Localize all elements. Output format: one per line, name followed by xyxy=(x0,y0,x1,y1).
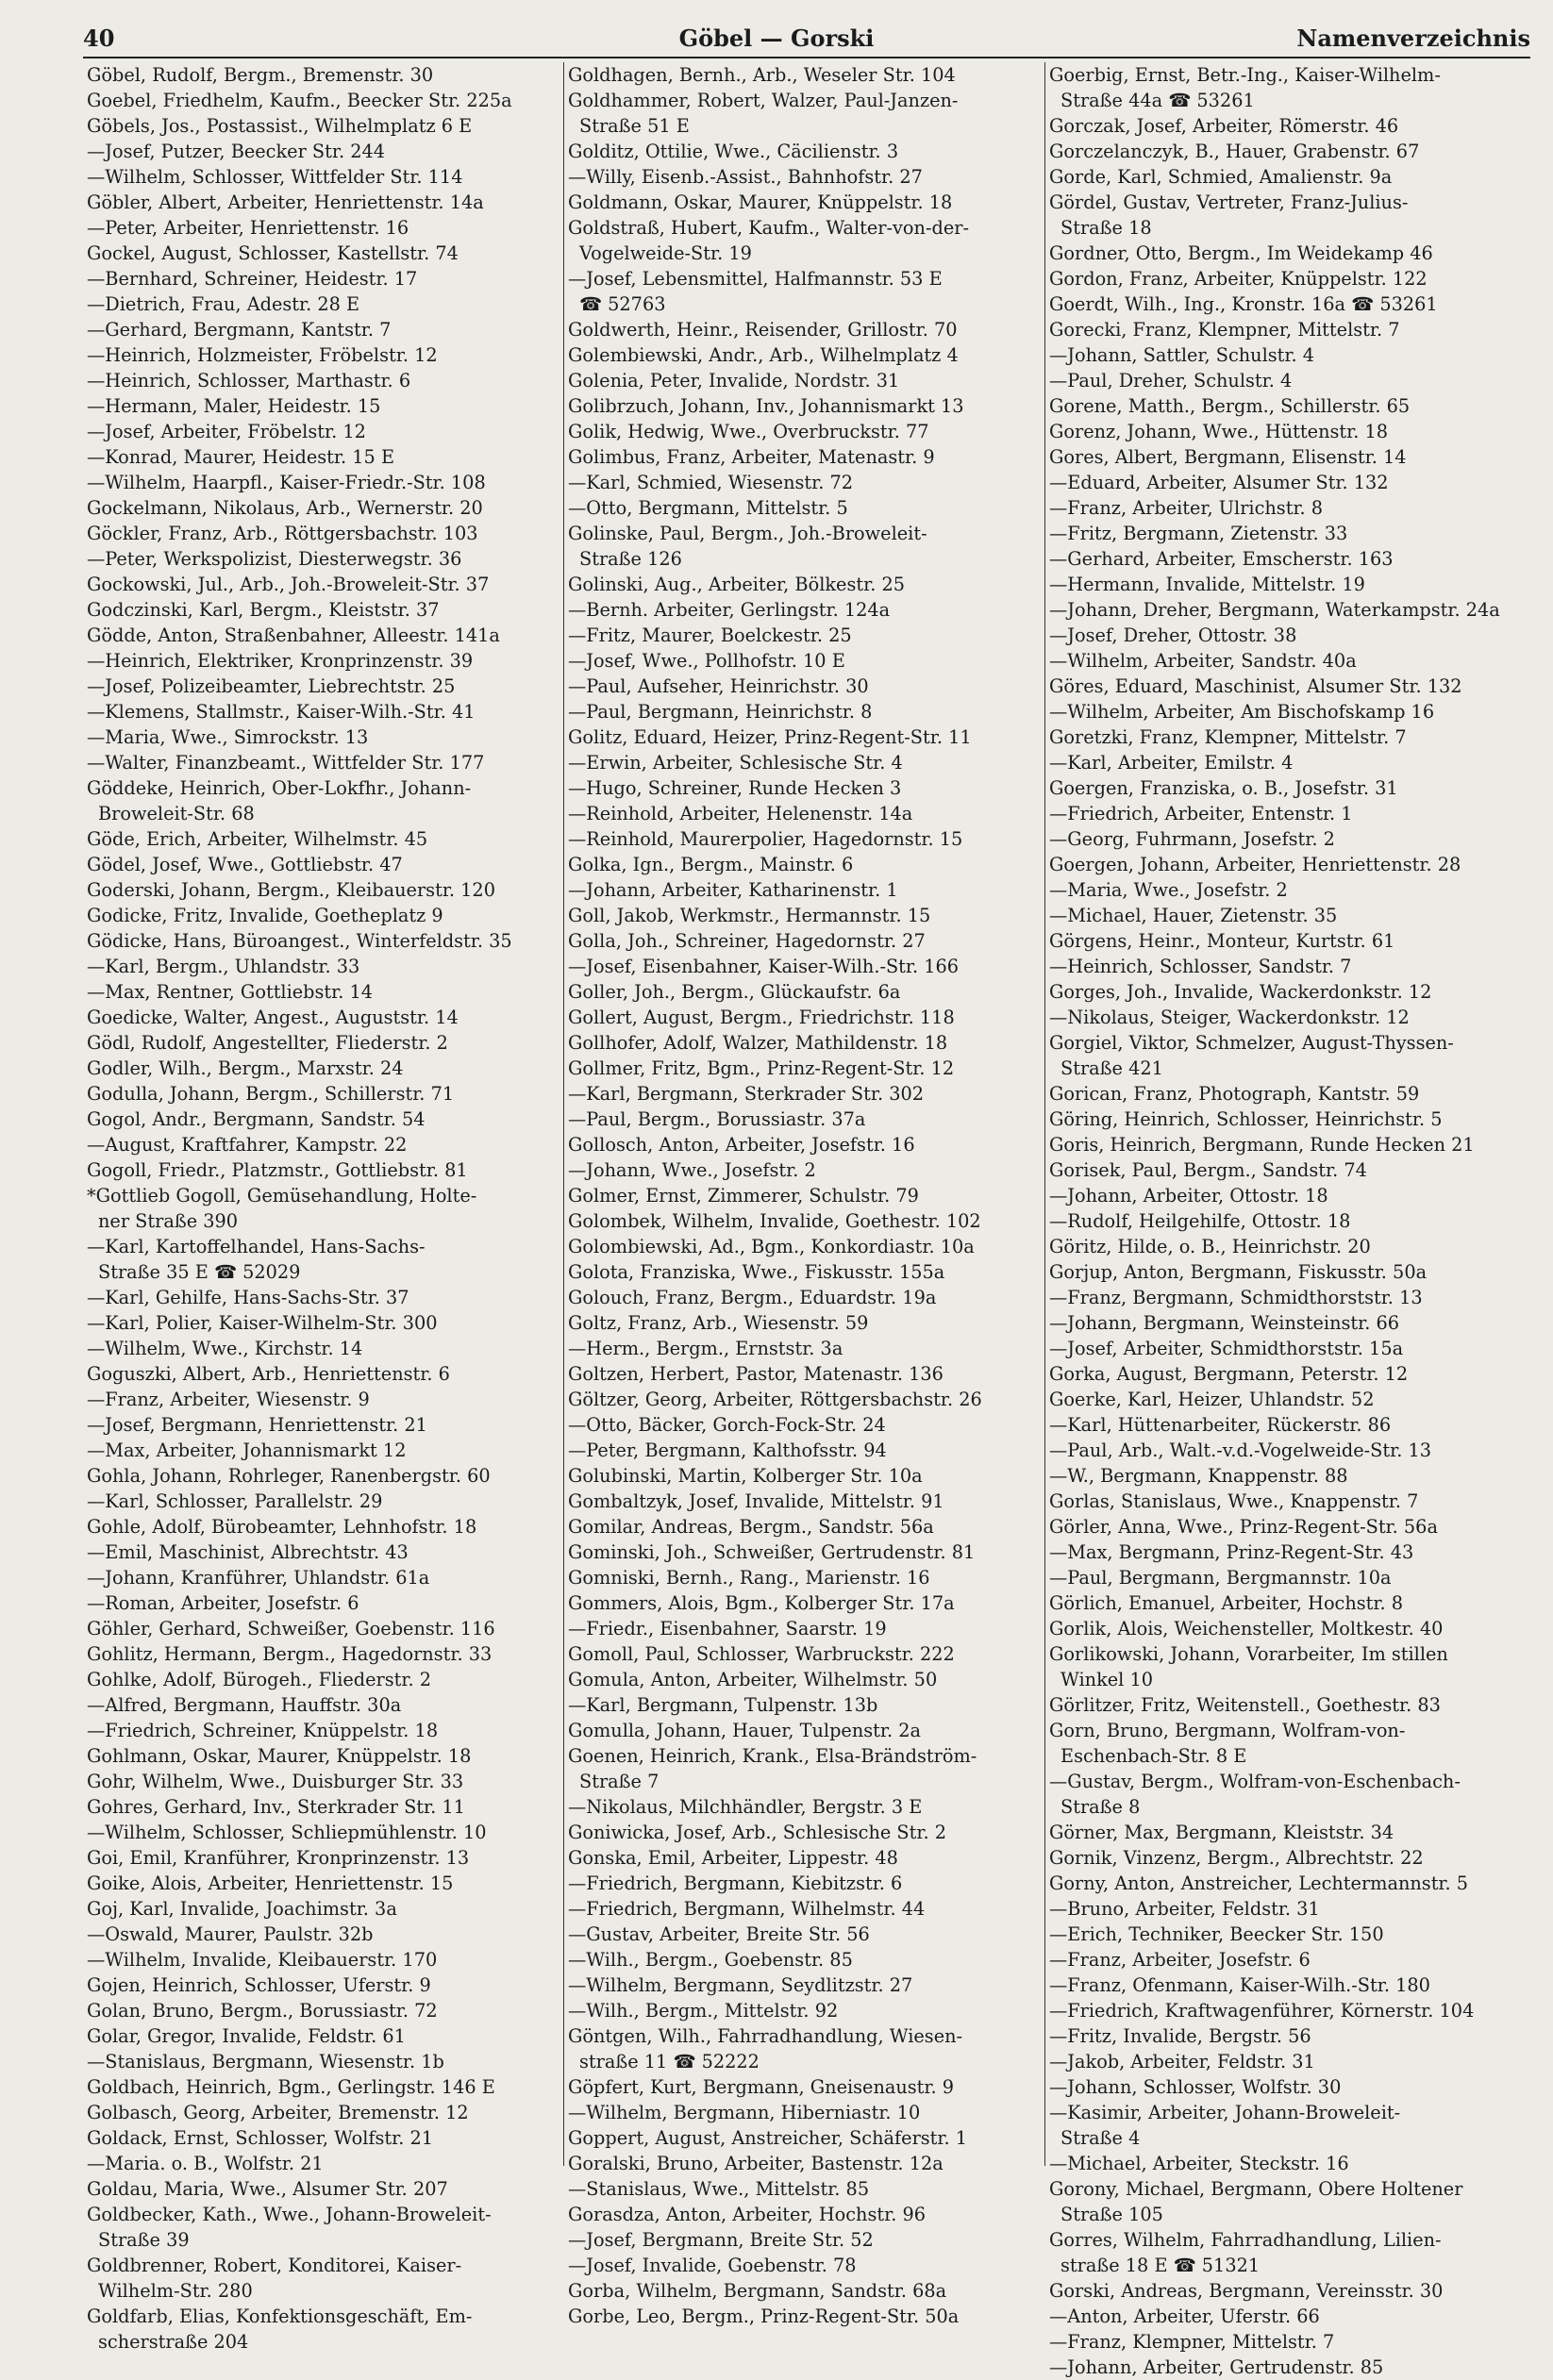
running-title: Göbel — Gorski xyxy=(678,25,875,52)
directory-entry: Görlich, Emanuel, Arbeiter, Hochstr. 8 xyxy=(1049,1592,1404,1614)
directory-entry: —Johann, Dreher, Bergmann, Waterkampstr. 24a xyxy=(1049,599,1500,621)
directory-entry: —Friedrich, Kraftwagenführer, Körnerstr. 104 xyxy=(1049,2000,1475,2022)
directory-entry: —Eduard, Arbeiter, Alsumer Str. 132 xyxy=(1049,472,1389,493)
directory-entry: —Oswald, Maurer, Paulstr. 32b xyxy=(87,1923,374,1945)
directory-entry: —Josef, Bergmann, Breite Str. 52 xyxy=(568,2229,874,2251)
directory-entry: Golar, Gregor, Invalide, Feldstr. 61 xyxy=(87,2025,406,2047)
directory-entry: —Wilhelm, Schlosser, Wittfelder Str. 114 xyxy=(87,166,463,188)
directory-entry: —Karl, Bergm., Uhlandstr. 33 xyxy=(87,956,360,977)
directory-entry: Görler, Anna, Wwe., Prinz-Regent-Str. 56a xyxy=(1049,1516,1438,1538)
directory-entry: Gogoll, Friedr., Platzmstr., Gottliebstr. 81 xyxy=(87,1159,468,1181)
directory-entry: —Herm., Bergm., Ernststr. 3a xyxy=(568,1338,843,1359)
directory-entry: —Karl, Schlosser, Parallelstr. 29 xyxy=(87,1490,383,1512)
directory-entry: Gommers, Alois, Bgm., Kolberger Str. 17a xyxy=(568,1592,955,1614)
directory-entry: —Franz, Arbeiter, Ulrichstr. 8 xyxy=(1049,497,1324,519)
directory-entry: Göritz, Hilde, o. B., Heinrichstr. 20 xyxy=(1049,1236,1371,1257)
directory-entry: Straße 8 xyxy=(1060,1796,1141,1818)
directory-entry: Golka, Ign., Bergm., Mainstr. 6 xyxy=(568,854,854,875)
directory-entry: Gomilar, Andreas, Bergm., Sandstr. 56a xyxy=(568,1516,934,1538)
directory-entry: Goergen, Franziska, o. B., Josefstr. 31 xyxy=(1049,777,1398,799)
directory-entry: Gorgiel, Viktor, Schmelzer, August-Thyssen- xyxy=(1049,1032,1454,1054)
directory-entry: straße 18 E ☎ 51321 xyxy=(1060,2255,1261,2276)
directory-entry: Gohlmann, Oskar, Maurer, Knüppelstr. 18 xyxy=(87,1745,472,1767)
directory-entry: Gödl, Rudolf, Angestellter, Fliederstr. 2 xyxy=(87,1032,448,1054)
directory-entry: Göbels, Jos., Postassist., Wilhelmplatz 6 E xyxy=(87,115,473,137)
directory-entry: Vogelweide-Str. 19 xyxy=(579,242,752,264)
directory-entry: Gohla, Johann, Rohrleger, Ranenbergstr. 60 xyxy=(87,1465,491,1487)
directory-entry: Gorczelanczyk, B., Hauer, Grabenstr. 67 xyxy=(1049,141,1420,162)
directory-entry: Godulla, Johann, Bergm., Schillerstr. 71 xyxy=(87,1083,455,1105)
directory-entry: Gomoll, Paul, Schlosser, Warbruckstr. 222 xyxy=(568,1643,955,1665)
directory-entry: Gojen, Heinrich, Schlosser, Uferstr. 9 xyxy=(87,1974,431,1996)
directory-entry: —Josef, Lebensmittel, Halfmannstr. 53 E xyxy=(568,268,943,290)
directory-entry: —Franz, Klempner, Mittelstr. 7 xyxy=(1049,2331,1335,2353)
directory-entry: —Hugo, Schreiner, Runde Hecken 3 xyxy=(568,777,902,799)
directory-entry: Gorenz, Johann, Wwe., Hüttenstr. 18 xyxy=(1049,421,1389,442)
directory-entry: —Alfred, Bergmann, Hauffstr. 30a xyxy=(87,1694,402,1716)
directory-entry: —Maria, Wwe., Josefstr. 2 xyxy=(1049,879,1288,901)
directory-entry: Goralski, Bruno, Arbeiter, Bastenstr. 12a xyxy=(568,2153,943,2174)
directory-entry: —Michael, Arbeiter, Steckstr. 16 xyxy=(1049,2153,1349,2174)
directory-entry: Gores, Albert, Bergmann, Elisenstr. 14 xyxy=(1049,446,1407,468)
directory-entry: Gorican, Franz, Photograph, Kantstr. 59 xyxy=(1049,1083,1420,1105)
directory-entry: Goedicke, Walter, Angest., Auguststr. 14 xyxy=(87,1007,459,1028)
directory-entry: —Gustav, Arbeiter, Breite Str. 56 xyxy=(568,1923,870,1945)
directory-entry: —Wilhelm, Bergmann, Seydlitzstr. 27 xyxy=(568,1974,913,1996)
directory-entry: Goi, Emil, Kranführer, Kronprinzenstr. 13 xyxy=(87,1847,470,1869)
directory-entry: —Paul, Bergmann, Heinrichstr. 8 xyxy=(568,701,873,723)
directory-entry: Gomulla, Johann, Hauer, Tulpenstr. 2a xyxy=(568,1720,922,1741)
directory-entry: —Reinhold, Maurerpolier, Hagedornstr. 15 xyxy=(568,828,963,850)
directory-entry: —Karl, Hüttenarbeiter, Rückerstr. 86 xyxy=(1049,1414,1392,1436)
directory-entry: Straße 51 E xyxy=(579,115,690,137)
directory-entry: —Josef, Arbeiter, Fröbelstr. 12 xyxy=(87,421,366,442)
directory-entry: Gornik, Vinzenz, Bergm., Albrechtstr. 22 xyxy=(1049,1847,1424,1869)
directory-entry: —Peter, Arbeiter, Henriettenstr. 16 xyxy=(87,217,409,239)
directory-entry: —Wilhelm, Arbeiter, Am Bischofskamp 16 xyxy=(1049,701,1435,723)
directory-entry: Goldfarb, Elias, Konfektionsgeschäft, Em- xyxy=(87,2305,473,2327)
directory-entry: Göbler, Albert, Arbeiter, Henriettenstr. 14a xyxy=(87,191,484,213)
directory-entry: —Hermann, Invalide, Mittelstr. 19 xyxy=(1049,574,1365,595)
directory-entry: —Friedrich, Bergmann, Wilhelmstr. 44 xyxy=(568,1898,926,1920)
directory-entry: Gollhofer, Adolf, Walzer, Mathildenstr. 18 xyxy=(568,1032,948,1054)
directory-entry: Gorczak, Josef, Arbeiter, Römerstr. 46 xyxy=(1049,115,1399,137)
directory-entry: ☎ 52763 xyxy=(579,293,666,315)
directory-entry: Görgens, Heinr., Monteur, Kurtstr. 61 xyxy=(1049,930,1395,952)
directory-entry: —Karl, Arbeiter, Emilstr. 4 xyxy=(1049,752,1294,774)
directory-entry: —Anton, Arbeiter, Uferstr. 66 xyxy=(1049,2305,1320,2327)
directory-entry: —Johann, Kranführer, Uhlandstr. 61a xyxy=(87,1567,430,1589)
directory-entry: Göde, Erich, Arbeiter, Wilhelmstr. 45 xyxy=(87,828,428,850)
directory-entry: —Bruno, Arbeiter, Feldstr. 31 xyxy=(1049,1898,1320,1920)
directory-entry: Goenen, Heinrich, Krank., Elsa-Brändström- xyxy=(568,1745,977,1767)
directory-entry: —Karl, Polier, Kaiser-Wilhelm-Str. 300 xyxy=(87,1312,438,1334)
directory-entry: —Johann, Wwe., Josefstr. 2 xyxy=(568,1159,816,1181)
directory-entry: —Johann, Sattler, Schulstr. 4 xyxy=(1049,344,1315,366)
directory-entry: —Josef, Polizeibeamter, Liebrechtstr. 25 xyxy=(87,675,456,697)
directory-entry: Göbel, Rudolf, Bergm., Bremenstr. 30 xyxy=(87,64,434,86)
directory-entry: Göpfert, Kurt, Bergmann, Gneisenaustr. 9 xyxy=(568,2076,955,2098)
page-header xyxy=(83,25,1530,58)
directory-entry: Goderski, Johann, Bergm., Kleibauerstr. 120 xyxy=(87,879,495,901)
directory-entry: Gorisek, Paul, Bergm., Sandstr. 74 xyxy=(1049,1159,1367,1181)
directory-entry: —Wilh., Bergm., Goebenstr. 85 xyxy=(568,1949,853,1971)
directory-entry: —Otto, Bergmann, Mittelstr. 5 xyxy=(568,497,848,519)
directory-entry: —Jakob, Arbeiter, Feldstr. 31 xyxy=(1049,2051,1315,2072)
directory-entry: Gorlik, Alois, Weichensteller, Moltkestr. 40 xyxy=(1049,1618,1444,1639)
directory-entry: —Karl, Gehilfe, Hans-Sachs-Str. 37 xyxy=(87,1287,409,1308)
directory-entry: —Josef, Invalide, Goebenstr. 78 xyxy=(568,2255,857,2276)
directory-entry: Goldhammer, Robert, Walzer, Paul-Janzen- xyxy=(568,90,959,111)
directory-entry: Gomula, Anton, Arbeiter, Wilhelmstr. 50 xyxy=(568,1669,938,1690)
directory-entry: —Karl, Bergmann, Sterkrader Str. 302 xyxy=(568,1083,925,1105)
directory-entry: —Max, Rentner, Gottliebstr. 14 xyxy=(87,981,374,1003)
directory-entry: Gohlke, Adolf, Bürogeh., Fliederstr. 2 xyxy=(87,1669,432,1690)
directory-entry: Gohres, Gerhard, Inv., Sterkrader Str. 11 xyxy=(87,1796,465,1818)
directory-entry: —Paul, Arb., Walt.-v.d.-Vogelweide-Str. 13 xyxy=(1049,1440,1431,1461)
directory-entry: Göres, Eduard, Maschinist, Alsumer Str. 132 xyxy=(1049,675,1462,697)
directory-entry: —Josef, Bergmann, Henriettenstr. 21 xyxy=(87,1414,427,1436)
directory-entry: Göltzer, Georg, Arbeiter, Röttgersbachstr. 26 xyxy=(568,1389,982,1410)
directory-entry: Gödel, Josef, Wwe., Gottliebstr. 47 xyxy=(87,854,403,875)
directory-entry: Gollosch, Anton, Arbeiter, Josefstr. 16 xyxy=(568,1134,915,1156)
directory-entry: Winkel 10 xyxy=(1060,1669,1153,1690)
directory-entry: —Erwin, Arbeiter, Schlesische Str. 4 xyxy=(568,752,903,774)
section-title: Namenverzeichnis xyxy=(1296,25,1530,52)
directory-entry: Gockowski, Jul., Arb., Joh.-Broweleit-Str. 37 xyxy=(87,574,490,595)
directory-entry: Straße 126 xyxy=(579,548,682,570)
directory-entry: Goltzen, Herbert, Pastor, Matenastr. 136 xyxy=(568,1363,943,1385)
directory-entry: Wilhelm-Str. 280 xyxy=(98,2280,253,2302)
directory-entry: Gominski, Joh., Schweißer, Gertrudenstr. 81 xyxy=(568,1541,976,1563)
directory-entry: —Peter, Bergmann, Kalthofsstr. 94 xyxy=(568,1440,887,1461)
directory-entry: Goldbecker, Kath., Wwe., Johann-Broweleit- xyxy=(87,2204,492,2225)
directory-entry: Golouch, Franz, Bergm., Eduardstr. 19a xyxy=(568,1287,937,1308)
directory-entry: —Johann, Arbeiter, Ottostr. 18 xyxy=(1049,1185,1328,1207)
directory-entry: Gorres, Wilhelm, Fahrradhandlung, Lilien- xyxy=(1049,2229,1442,2251)
directory-entry: —August, Kraftfahrer, Kampstr. 22 xyxy=(87,1134,408,1156)
directory-entry: Golombek, Wilhelm, Invalide, Goethestr. 102 xyxy=(568,1210,981,1232)
directory-entry: —Josef, Arbeiter, Schmidthorststr. 15a xyxy=(1049,1338,1404,1359)
directory-entry: —Wilhelm, Wwe., Kirchstr. 14 xyxy=(87,1338,363,1359)
directory-entry: Golditz, Ottilie, Wwe., Cäcilienstr. 3 xyxy=(568,141,899,162)
directory-entry: Göddeke, Heinrich, Ober-Lokfhr., Johann- xyxy=(87,777,472,799)
directory-entry: Göckler, Franz, Arb., Röttgersbachstr. 103 xyxy=(87,523,478,544)
directory-entry: —Wilhelm, Invalide, Kleibauerstr. 170 xyxy=(87,1949,438,1971)
directory-entry: Straße 39 xyxy=(98,2229,190,2251)
directory-entry: —W., Bergmann, Knappenstr. 88 xyxy=(1049,1465,1348,1487)
directory-entry: Straße 18 xyxy=(1060,217,1152,239)
directory-entry: Goniwicka, Josef, Arb., Schlesische Str. 2 xyxy=(568,1822,947,1843)
directory-entry: —Wilhelm, Bergmann, Hiberniastr. 10 xyxy=(568,2102,921,2123)
directory-entry: Goj, Karl, Invalide, Joachimstr. 3a xyxy=(87,1898,397,1920)
directory-entry: —Rudolf, Heilgehilfe, Ottostr. 18 xyxy=(1049,1210,1351,1232)
directory-entry: —Wilhelm, Arbeiter, Sandstr. 40a xyxy=(1049,650,1357,672)
directory-entry: —Johann, Schlosser, Wolfstr. 30 xyxy=(1049,2076,1342,2098)
column-2 xyxy=(564,62,1045,2327)
directory-entry: Goldwerth, Heinr., Reisender, Grillostr. 70 xyxy=(568,319,958,341)
directory-entry: Goller, Joh., Bergm., Glückaufstr. 6a xyxy=(568,981,901,1003)
directory-entry: —Hermann, Maler, Heidestr. 15 xyxy=(87,395,381,417)
directory-entry: Straße 7 xyxy=(579,1771,660,1792)
directory-entry: —Heinrich, Holzmeister, Fröbelstr. 12 xyxy=(87,344,438,366)
directory-entry: —Friedr., Eisenbahner, Saarstr. 19 xyxy=(568,1618,887,1639)
directory-entry: —Otto, Bäcker, Gorch-Fock-Str. 24 xyxy=(568,1414,886,1436)
directory-entry: —Dietrich, Frau, Adestr. 28 E xyxy=(87,293,360,315)
directory-entry: Goris, Heinrich, Bergmann, Runde Hecken 21 xyxy=(1049,1134,1475,1156)
directory-entry: straße 11 ☎ 52222 xyxy=(579,2051,760,2072)
directory-entry: Görner, Max, Bergmann, Kleiststr. 34 xyxy=(1049,1822,1394,1843)
directory-entry: Gödde, Anton, Straßenbahner, Alleestr. 141a xyxy=(87,624,500,646)
directory-entry: —Josef, Putzer, Beecker Str. 244 xyxy=(87,141,386,162)
directory-entry: Goldstraß, Hubert, Kaufm., Walter-von-der- xyxy=(568,217,969,239)
directory-entry: Godczinski, Karl, Bergm., Kleiststr. 37 xyxy=(87,599,440,621)
directory-entry: Gorski, Andreas, Bergmann, Vereinsstr. 30 xyxy=(1049,2280,1444,2302)
directory-entry: —Konrad, Maurer, Heidestr. 15 E xyxy=(87,446,395,468)
directory-entry: —Heinrich, Schlosser, Sandstr. 7 xyxy=(1049,956,1352,977)
directory-entry: Goldbrenner, Robert, Konditorei, Kaiser- xyxy=(87,2255,462,2276)
column-1 xyxy=(83,62,564,2353)
directory-entry: —Friedrich, Schreiner, Knüppelstr. 18 xyxy=(87,1720,439,1741)
page-number: 40 xyxy=(83,25,115,52)
directory-entry: Broweleit-Str. 68 xyxy=(98,803,255,824)
directory-entry: Gorbe, Leo, Bergm., Prinz-Regent-Str. 50a xyxy=(568,2305,960,2327)
directory-entry: Goguszki, Albert, Arb., Henriettenstr. 6 xyxy=(87,1363,450,1385)
directory-entry: Gorene, Matth., Bergm., Schillerstr. 65 xyxy=(1049,395,1411,417)
directory-entry: Golik, Hedwig, Wwe., Overbruckstr. 77 xyxy=(568,421,929,442)
directory-entry: Gorde, Karl, Schmied, Amalienstr. 9a xyxy=(1049,166,1393,188)
directory-entry: —Heinrich, Schlosser, Marthastr. 6 xyxy=(87,370,411,391)
directory-entry: Gombaltzyk, Josef, Invalide, Mittelstr. 91 xyxy=(568,1490,944,1512)
directory-entry: Golubinski, Martin, Kolberger Str. 10a xyxy=(568,1465,923,1487)
directory-entry: —Josef, Dreher, Ottostr. 38 xyxy=(1049,624,1297,646)
directory-entry: —Fritz, Maurer, Boelckestr. 25 xyxy=(568,624,852,646)
directory-entry: Gohr, Wilhelm, Wwe., Duisburger Str. 33 xyxy=(87,1771,464,1792)
directory-entry: Goerbig, Ernst, Betr.-Ing., Kaiser-Wilhelm- xyxy=(1049,64,1441,86)
directory-entry: Golinski, Aug., Arbeiter, Bölkestr. 25 xyxy=(568,574,905,595)
directory-entry: scherstraße 204 xyxy=(98,2331,249,2353)
directory-entry: —Klemens, Stallmstr., Kaiser-Wilh.-Str. 41 xyxy=(87,701,476,723)
entry-columns xyxy=(83,62,1530,2378)
directory-entry: Golenia, Peter, Invalide, Nordstr. 31 xyxy=(568,370,900,391)
directory-entry: —Gerhard, Bergmann, Kantstr. 7 xyxy=(87,319,392,341)
directory-entry: Gollert, August, Bergm., Friedrichstr. 118 xyxy=(568,1007,955,1028)
directory-entry: Straße 4 xyxy=(1060,2127,1141,2149)
directory-entry: Golembiewski, Andr., Arb., Wilhelmplatz 4 xyxy=(568,344,959,366)
directory-entry: Goerdt, Wilh., Ing., Kronstr. 16a ☎ 53261 xyxy=(1049,293,1438,315)
directory-entry: —Franz, Arbeiter, Josefstr. 6 xyxy=(1049,1949,1311,1971)
directory-entry: Gorasdza, Anton, Arbeiter, Hochstr. 96 xyxy=(568,2204,926,2225)
directory-entry: Göntgen, Wilh., Fahrradhandlung, Wiesen- xyxy=(568,2025,963,2047)
directory-entry: Gorges, Joh., Invalide, Wackerdonkstr. 12 xyxy=(1049,981,1432,1003)
directory-entry: —Peter, Werkspolizist, Diesterwegstr. 36 xyxy=(87,548,462,570)
directory-entry: Gorony, Michael, Bergmann, Obere Holtener xyxy=(1049,2178,1463,2200)
directory-entry: —Wilhelm, Schlosser, Schliepmühlenstr. 10 xyxy=(87,1822,487,1843)
directory-entry: Gomniski, Bernh., Rang., Marienstr. 16 xyxy=(568,1567,930,1589)
directory-entry: —Johann, Bergmann, Weinsteinstr. 66 xyxy=(1049,1312,1400,1334)
directory-entry: —Karl, Kartoffelhandel, Hans-Sachs- xyxy=(87,1236,426,1257)
directory-entry: Golota, Franziska, Wwe., Fiskusstr. 155a xyxy=(568,1261,945,1283)
directory-entry: Eschenbach-Str. 8 E xyxy=(1060,1745,1247,1767)
directory-entry: Gonska, Emil, Arbeiter, Lippestr. 48 xyxy=(568,1847,898,1869)
directory-entry: Gordner, Otto, Bergm., Im Weidekamp 46 xyxy=(1049,242,1433,264)
directory-entry: —Bernh. Arbeiter, Gerlingstr. 124a xyxy=(568,599,891,621)
directory-entry: —Fritz, Invalide, Bergstr. 56 xyxy=(1049,2025,1311,2047)
directory-entry: Goerke, Karl, Heizer, Uhlandstr. 52 xyxy=(1049,1389,1375,1410)
directory-entry: —Franz, Ofenmann, Kaiser-Wilh.-Str. 180 xyxy=(1049,1974,1430,1996)
directory-entry: —Max, Bergmann, Prinz-Regent-Str. 43 xyxy=(1049,1541,1414,1563)
directory-entry: Godicke, Fritz, Invalide, Goetheplatz 9 xyxy=(87,905,443,926)
directory-entry: —Paul, Dreher, Schulstr. 4 xyxy=(1049,370,1293,391)
directory-entry: Golbasch, Georg, Arbeiter, Bremenstr. 12 xyxy=(87,2102,469,2123)
directory-entry: Gorka, August, Bergmann, Peterstr. 12 xyxy=(1049,1363,1409,1385)
directory-entry: Goll, Jakob, Werkmstr., Hermannstr. 15 xyxy=(568,905,931,926)
directory-entry: Gorny, Anton, Anstreicher, Lechtermannstr. 5 xyxy=(1049,1872,1469,1894)
directory-entry: Goretzki, Franz, Klempner, Mittelstr. 7 xyxy=(1049,726,1407,748)
directory-entry: —Josef, Wwe., Pollhofstr. 10 E xyxy=(568,650,845,672)
directory-entry: —Emil, Maschinist, Albrechtstr. 43 xyxy=(87,1541,409,1563)
directory-entry: —Willy, Eisenb.-Assist., Bahnhofstr. 27 xyxy=(568,166,923,188)
directory-entry: Gorn, Bruno, Bergmann, Wolfram-von- xyxy=(1049,1720,1406,1741)
directory-entry: Gorlikowski, Johann, Vorarbeiter, Im stillen xyxy=(1049,1643,1448,1665)
directory-entry: —Johann, Arbeiter, Katharinenstr. 1 xyxy=(568,879,898,901)
directory-entry: Gorba, Wilhelm, Bergmann, Sandstr. 68a xyxy=(568,2280,947,2302)
directory-entry: Straße 35 E ☎ 52029 xyxy=(98,1261,301,1283)
directory-entry: *Gottlieb Gogoll, Gemüsehandlung, Holte- xyxy=(87,1185,477,1207)
directory-entry: Golan, Bruno, Bergm., Borussiastr. 72 xyxy=(87,2000,438,2022)
directory-entry: —Max, Arbeiter, Johannismarkt 12 xyxy=(87,1440,407,1461)
directory-entry: Gorlas, Stanislaus, Wwe., Knappenstr. 7 xyxy=(1049,1490,1419,1512)
directory-entry: Goebel, Friedhelm, Kaufm., Beecker Str. 225a xyxy=(87,90,512,111)
directory-entry: —Josef, Eisenbahner, Kaiser-Wilh.-Str. 166 xyxy=(568,956,960,977)
directory-entry: —Roman, Arbeiter, Josefstr. 6 xyxy=(87,1592,359,1614)
directory-entry: —Georg, Fuhrmann, Josefstr. 2 xyxy=(1049,828,1335,850)
directory-entry: —Johann, Arbeiter, Gertrudenstr. 85 xyxy=(1049,2356,1384,2378)
directory-entry: —Franz, Bergmann, Schmidthorststr. 13 xyxy=(1049,1287,1423,1308)
directory-entry: Goldbach, Heinrich, Bgm., Gerlingstr. 146 E xyxy=(87,2076,495,2098)
directory-entry: —Paul, Aufseher, Heinrichstr. 30 xyxy=(568,675,869,697)
directory-entry: Golla, Joh., Schreiner, Hagedornstr. 27 xyxy=(568,930,926,952)
directory-entry: Golinske, Paul, Bergm., Joh.-Broweleit- xyxy=(568,523,927,544)
directory-entry: —Nikolaus, Steiger, Wackerdonkstr. 12 xyxy=(1049,1007,1410,1028)
directory-entry: Straße 421 xyxy=(1060,1057,1163,1079)
directory-entry: —Erich, Techniker, Beecker Str. 150 xyxy=(1049,1923,1384,1945)
directory-entry: —Friedrich, Bergmann, Kiebitzstr. 6 xyxy=(568,1872,903,1894)
directory-entry: —Michael, Hauer, Zietenstr. 35 xyxy=(1049,905,1338,926)
directory-entry: Goldhagen, Bernh., Arb., Weseler Str. 104 xyxy=(568,64,956,86)
directory-entry: —Heinrich, Elektriker, Kronprinzenstr. 39 xyxy=(87,650,474,672)
directory-entry: Golombiewski, Ad., Bgm., Konkordiastr. 10a xyxy=(568,1236,975,1257)
directory-entry: —Karl, Schmied, Wiesenstr. 72 xyxy=(568,472,854,493)
directory-entry: —Wilh., Bergm., Mittelstr. 92 xyxy=(568,2000,839,2022)
directory-entry: Gördel, Gustav, Vertreter, Franz-Julius- xyxy=(1049,191,1409,213)
directory-entry: Godler, Wilh., Bergm., Marxstr. 24 xyxy=(87,1057,404,1079)
directory-entry: —Kasimir, Arbeiter, Johann-Broweleit- xyxy=(1049,2102,1401,2123)
directory-entry: —Stanislaus, Wwe., Mittelstr. 85 xyxy=(568,2178,870,2200)
directory-entry: —Maria. o. B., Wolfstr. 21 xyxy=(87,2153,324,2174)
directory-entry: —Franz, Arbeiter, Wiesenstr. 9 xyxy=(87,1389,370,1410)
directory-entry: —Bernhard, Schreiner, Heidestr. 17 xyxy=(87,268,418,290)
directory-entry: —Friedrich, Arbeiter, Entenstr. 1 xyxy=(1049,803,1353,824)
directory-entry: ner Straße 390 xyxy=(98,1210,239,1232)
directory-entry: Goldack, Ernst, Schlosser, Wolfstr. 21 xyxy=(87,2127,434,2149)
directory-entry: Gordon, Franz, Arbeiter, Knüppelstr. 122 xyxy=(1049,268,1428,290)
directory-entry: Goldmann, Oskar, Maurer, Knüppelstr. 18 xyxy=(568,191,953,213)
directory-entry: Gohlitz, Hermann, Bergm., Hagedornstr. 33 xyxy=(87,1643,493,1665)
directory-entry: —Walter, Finanzbeamt., Wittfelder Str. 177 xyxy=(87,752,485,774)
directory-entry: —Paul, Bergm., Borussiastr. 37a xyxy=(568,1108,866,1130)
directory-entry: —Karl, Bergmann, Tulpenstr. 13b xyxy=(568,1694,878,1716)
directory-entry: Görlitzer, Fritz, Weitenstell., Goethestr. 83 xyxy=(1049,1694,1441,1716)
directory-entry: Gogol, Andr., Bergmann, Sandstr. 54 xyxy=(87,1108,426,1130)
directory-entry: Straße 105 xyxy=(1060,2204,1163,2225)
directory-entry: Göhler, Gerhard, Schweißer, Goebenstr. 116 xyxy=(87,1618,495,1639)
directory-entry: Göring, Heinrich, Schlosser, Heinrichstr. 5 xyxy=(1049,1108,1443,1130)
directory-entry: Gockel, August, Schlosser, Kastellstr. 74 xyxy=(87,242,459,264)
directory-entry: Golmer, Ernst, Zimmerer, Schulstr. 79 xyxy=(568,1185,919,1207)
directory-entry: —Reinhold, Arbeiter, Helenenstr. 14a xyxy=(568,803,913,824)
directory-entry: Goldau, Maria, Wwe., Alsumer Str. 207 xyxy=(87,2178,448,2200)
directory-entry: Gorecki, Franz, Klempner, Mittelstr. 7 xyxy=(1049,319,1400,341)
directory-entry: Gorjup, Anton, Bergmann, Fiskusstr. 50a xyxy=(1049,1261,1428,1283)
directory-entry: —Gerhard, Arbeiter, Emscherstr. 163 xyxy=(1049,548,1394,570)
directory-entry: Goike, Alois, Arbeiter, Henriettenstr. 15 xyxy=(87,1872,454,1894)
directory-entry: —Stanislaus, Bergmann, Wiesenstr. 1b xyxy=(87,2051,444,2072)
directory-entry: —Maria, Wwe., Simrockstr. 13 xyxy=(87,726,369,748)
directory-entry: —Nikolaus, Milchhändler, Bergstr. 3 E xyxy=(568,1796,923,1818)
directory-entry: —Wilhelm, Haarpfl., Kaiser-Friedr.-Str. 108 xyxy=(87,472,486,493)
directory-entry: Golibrzuch, Johann, Inv., Johannismarkt 13 xyxy=(568,395,964,417)
directory-entry: Gohle, Adolf, Bürobeamter, Lehnhofstr. 18 xyxy=(87,1516,477,1538)
directory-entry: Straße 44a ☎ 53261 xyxy=(1060,90,1255,111)
directory-entry: Gollmer, Fritz, Bgm., Prinz-Regent-Str. 12 xyxy=(568,1057,955,1079)
directory-entry: —Gustav, Bergm., Wolfram-von-Eschenbach- xyxy=(1049,1771,1461,1792)
directory-entry: Goltz, Franz, Arb., Wiesenstr. 59 xyxy=(568,1312,869,1334)
directory-entry: —Fritz, Bergmann, Zietenstr. 33 xyxy=(1049,523,1348,544)
directory-entry: Golitz, Eduard, Heizer, Prinz-Regent-Str. 11 xyxy=(568,726,972,748)
directory-entry: Gödicke, Hans, Büroangest., Winterfeldstr. 35 xyxy=(87,930,512,952)
directory-entry: Golimbus, Franz, Arbeiter, Matenastr. 9 xyxy=(568,446,935,468)
directory-entry: —Paul, Bergmann, Bergmannstr. 10a xyxy=(1049,1567,1392,1589)
directory-entry: Goergen, Johann, Arbeiter, Henriettenstr. 28 xyxy=(1049,854,1461,875)
directory-entry: Gockelmann, Nikolaus, Arb., Wernerstr. 20 xyxy=(87,497,483,519)
directory-entry: Goppert, August, Anstreicher, Schäferstr. 1 xyxy=(568,2127,968,2149)
column-3 xyxy=(1045,62,1527,2378)
